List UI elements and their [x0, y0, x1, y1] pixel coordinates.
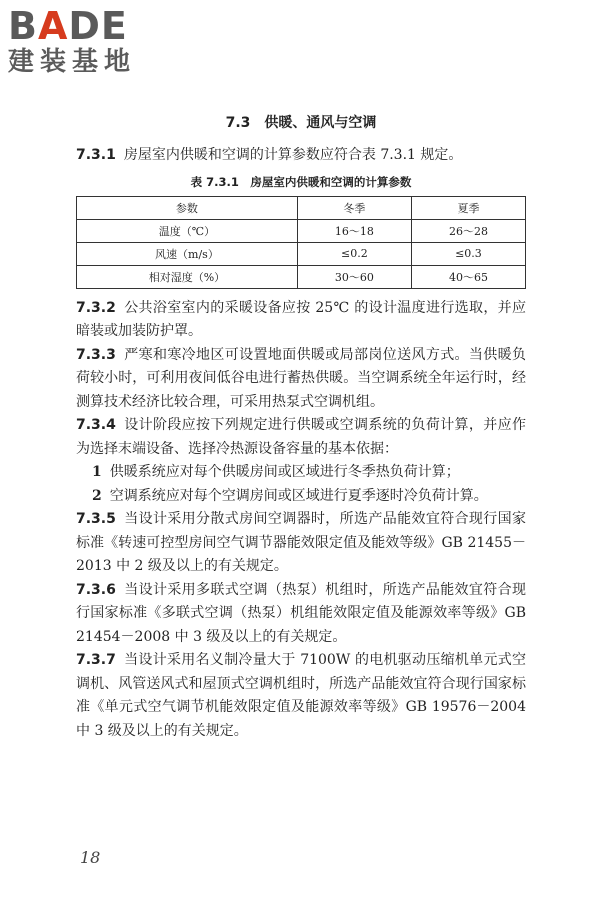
table-caption: 表 7.3.1 房屋室内供暖和空调的计算参数 — [190, 174, 412, 189]
list-item: 1 供暖系统应对每个供暖房间或区域进行冬季热负荷计算； — [92, 464, 460, 480]
section-title: 7.3 供暖、通风与空调 — [225, 115, 377, 131]
logo-subtitle: 建装基地 — [8, 47, 137, 77]
table-cell: 相对湿度（%） — [77, 265, 298, 288]
table-row — [77, 219, 526, 242]
table-cell: 30～60 — [297, 265, 411, 288]
table-row — [77, 265, 526, 288]
table-cell: 26～28 — [411, 219, 525, 242]
table-cell: 16～18 — [297, 219, 411, 242]
clause-7-3-5: 7.3.5 当设计采用分散式房间空调器时，所选产品能效宜符合现行国家标准《转速可控型房间空气调节器能效限定值及能效等级》GB 21455－2013 中 2 级及以上的有关规定。 — [76, 511, 526, 574]
table-header: 参数 — [77, 196, 298, 219]
table-cell: ≤0.3 — [411, 242, 525, 265]
page-number: 18 — [80, 848, 101, 867]
clause-7-3-3: 7.3.3 严寒和寒冷地区可设置地面供暖或局部岗位送风方式。当供暖负荷较小时，可利用夜间低谷电进行蓄热供暖。当空调系统全年运行时，经测算技术经济比较合理，可采用热泵式空调机组。 — [76, 346, 526, 410]
clause-7-3-7: 7.3.7 当设计采用名义制冷量大于 7100W 的电机驱动压缩机单元式空调机、风管送风式和屋顶式空调机组时，所选产品能效宜符合现行国家标准《单元式空气调节机能效限定值及能源效率等级》GB 19576－2004 中 3 级及以上的有关规定。 — [76, 652, 526, 739]
table-header-row — [77, 196, 526, 219]
clause-7-3-2: 7.3.2 公共浴室室内的采暖设备应按 25℃ 的设计温度进行选取，并应暗装或加装防护罩。 — [76, 299, 526, 339]
brand-logo — [8, 6, 178, 78]
clause-7-3-4: 7.3.4 设计阶段应按下列规定进行供暖或空调系统的负荷计算，并应作为选择末端设备、选择冷热源设备容量的基本依据： — [76, 417, 526, 457]
table-header: 夏季 — [411, 196, 525, 219]
table-row — [77, 242, 526, 265]
page-body — [76, 112, 526, 743]
table-cell: 40～65 — [411, 265, 525, 288]
table-cell: 温度（℃） — [77, 219, 298, 242]
table-cell: 风速（m/s） — [77, 242, 298, 265]
list-item: 2 空调系统应对每个空调房间或区域进行夏季逐时冷负荷计算。 — [92, 487, 488, 504]
table-header: 冬季 — [297, 196, 411, 219]
table-cell: ≤0.2 — [297, 242, 411, 265]
clause-7-3-6: 7.3.6 当设计采用多联式空调（热泵）机组时，所选产品能效宜符合现行国家标准《多联式空调（热泵）机组能效限定值及能源效率等级》GB 21454－2008 中 3 级及以上的有关规定。 — [76, 581, 526, 645]
parameters-table — [76, 196, 526, 289]
clause-7-3-1: 7.3.1 房屋室内供暖和空调的计算参数应符合表 7.3.1 规定。 — [76, 147, 463, 163]
logo-wordmark: BADE — [8, 4, 128, 48]
